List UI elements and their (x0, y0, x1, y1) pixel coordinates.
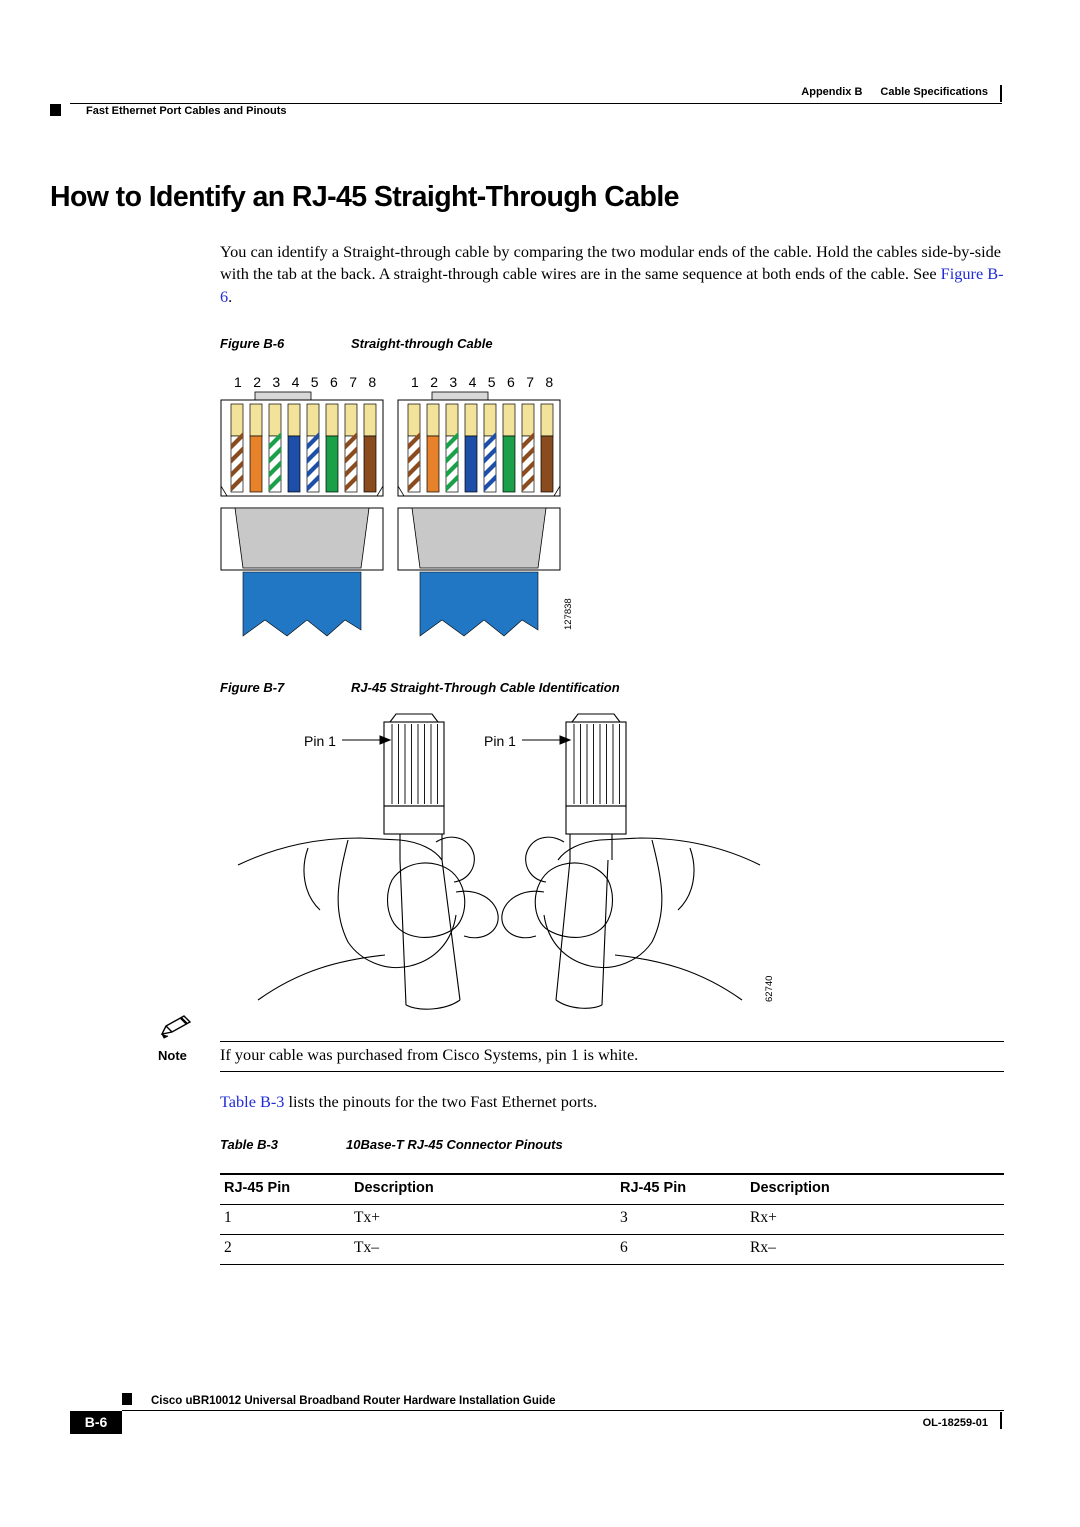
right-plug-neck (570, 834, 612, 860)
table-cell: Tx+ (350, 1205, 616, 1235)
pinouts-paragraph (220, 1092, 597, 1112)
cable-jacket (420, 572, 538, 636)
figure-art-id: 127838 (563, 598, 574, 630)
wire-conductor (503, 436, 515, 492)
table-cell: Rx– (746, 1235, 1004, 1265)
straight-through-cable-figure (215, 368, 590, 648)
col-header-description-2: Description (746, 1174, 1004, 1205)
pin-number-label: 3 (272, 374, 281, 390)
pencil-icon (160, 1014, 194, 1040)
note-text: If your cable was purchased from Cisco Systems, pin 1 is white. (220, 1045, 639, 1064)
left-finger-crease (304, 848, 320, 910)
rj45-connector-right (398, 392, 560, 636)
gold-contact (427, 404, 439, 436)
gold-contact (541, 404, 553, 436)
figure-b7-caption: RJ-45 Straight-Through Cable Identification (351, 680, 620, 695)
left-plug-body (384, 722, 444, 806)
wire-conductor (541, 436, 553, 492)
running-header (760, 86, 988, 98)
gold-contact (307, 404, 319, 436)
gold-contact (408, 404, 420, 436)
col-header-pin-2: RJ-45 Pin (616, 1174, 746, 1205)
pin-number-label: 1 (234, 374, 242, 390)
pin-number-label: 7 (526, 374, 534, 390)
header-rule (70, 103, 1002, 104)
pin-number-label: 1 (411, 374, 419, 390)
left-wrist-line (258, 955, 385, 1000)
left-plug-boot (384, 806, 444, 834)
figure-b6-caption: Straight-through Cable (351, 336, 493, 351)
figure-b6-number: Figure B-6 (220, 336, 285, 351)
pin-number-label: 8 (368, 374, 377, 390)
pin-number-label: 8 (545, 374, 554, 390)
pin-number-label: 3 (449, 374, 458, 390)
rj45-connector-left (221, 392, 383, 636)
connector-tab (432, 392, 488, 400)
header-bar (1000, 85, 1002, 102)
pin-number-label: 4 (468, 374, 477, 390)
right-hand-outline (558, 838, 760, 865)
chapter-label: Cable Specifications (880, 86, 988, 98)
pin-number-label: 6 (507, 374, 515, 390)
pin1-label-left: Pin 1 (304, 733, 336, 749)
pin1-arrowhead-left (380, 736, 390, 744)
table-b3-link[interactable]: Table B-3 (220, 1092, 285, 1111)
pin-number-label: 5 (310, 374, 319, 390)
left-cable-body (400, 860, 460, 1005)
connector-strain-relief (412, 508, 546, 568)
section-header: Fast Ethernet Port Cables and Pinouts (86, 105, 287, 117)
left-hand-outline (238, 838, 442, 865)
right-plug-boot (566, 806, 626, 834)
wire-conductor (250, 436, 262, 492)
gold-contact (250, 404, 262, 436)
gold-contact (364, 404, 376, 436)
right-plug-tab (572, 714, 620, 722)
table-cell: 3 (616, 1205, 746, 1235)
note-rule-bottom (220, 1071, 1004, 1072)
right-finger-crease (678, 848, 694, 910)
wire-conductor (364, 436, 376, 492)
pinouts-text: lists the pinouts for the two Fast Ethernet ports. (284, 1092, 598, 1111)
footer-title: Cisco uBR10012 Universal Broadband Router Hardware Installation Guide (151, 1395, 556, 1407)
pin-numbers-left (234, 374, 376, 390)
pin-number-label: 7 (349, 374, 357, 390)
left-finger-tip (456, 891, 498, 938)
gold-contact (231, 404, 243, 436)
table-b3-number: Table B-3 (220, 1137, 279, 1152)
figure-b6-link[interactable]: Figure B-6 (220, 264, 1004, 306)
gold-contact (465, 404, 477, 436)
table-row (220, 1205, 1004, 1235)
footer-rule (122, 1410, 1004, 1411)
page-title: How to Identify an RJ-45 Straight-Through Cable (50, 181, 679, 213)
right-finger-tip (502, 891, 544, 938)
right-cable-end (556, 1000, 602, 1008)
cable-jacket (243, 572, 361, 636)
table-cell: 1 (220, 1205, 350, 1235)
table-header-row (220, 1174, 1004, 1205)
wire-conductor (427, 436, 439, 492)
left-cable-end (406, 1000, 460, 1009)
connector-tab (255, 392, 311, 400)
header-marker (50, 104, 61, 116)
figure-b7-art-id: 62740 (764, 975, 775, 1002)
gold-contact (503, 404, 515, 436)
left-plug-neck (400, 834, 442, 860)
col-header-description-1: Description (350, 1174, 616, 1205)
connector-housing (398, 400, 560, 496)
document-id: OL-18259-01 (922, 1417, 988, 1429)
connector-strain-relief (235, 508, 369, 568)
footer-marker (122, 1393, 132, 1405)
gold-contact (522, 404, 534, 436)
table-cell: Tx– (350, 1235, 616, 1265)
page-number: B-6 (70, 1411, 122, 1434)
gold-contact (484, 404, 496, 436)
gold-contact (326, 404, 338, 436)
pin1-arrowhead-right (560, 736, 570, 744)
left-palm (338, 840, 456, 968)
figure-b7-number: Figure B-7 (220, 680, 285, 695)
table-cell: 2 (220, 1235, 350, 1265)
pin1-label-right: Pin 1 (484, 733, 516, 749)
right-wrist-line (615, 955, 742, 1000)
intro-text: You can identify a Straight-through cable by comparing the two modular ends of the cable. Hold the cables side-by-side with the tab at the back. A straight-through cable wires are in the same sequence at both ends of the cable. See (220, 242, 1001, 284)
gold-contact (288, 404, 300, 436)
pin-number-label: 5 (487, 374, 496, 390)
col-header-pin-1: RJ-45 Pin (220, 1174, 350, 1205)
left-plug-tab (390, 714, 438, 722)
cable-identification-figure (220, 710, 790, 1015)
right-cable-body (556, 860, 608, 1005)
pin-numbers-right (411, 374, 553, 390)
pin-number-label: 4 (291, 374, 300, 390)
pin-number-label: 2 (430, 374, 438, 390)
wire-conductor (465, 436, 477, 492)
table-cell: 6 (616, 1235, 746, 1265)
wire-conductor (288, 436, 300, 492)
gold-contact (446, 404, 458, 436)
note-rule-top (220, 1041, 1004, 1042)
pin-number-label: 2 (253, 374, 261, 390)
footer-bar (1000, 1412, 1002, 1429)
table-cell: Rx+ (746, 1205, 1004, 1235)
right-plug-body (566, 722, 626, 806)
intro-paragraph (220, 241, 1010, 308)
pin-number-label: 6 (330, 374, 338, 390)
gold-contact (345, 404, 357, 436)
wire-conductor (326, 436, 338, 492)
gold-contact (269, 404, 281, 436)
note-label: Note (158, 1048, 187, 1063)
table-row (220, 1235, 1004, 1265)
appendix-label: Appendix B (801, 86, 863, 98)
table-b3-caption: 10Base-T RJ-45 Connector Pinouts (346, 1137, 563, 1152)
intro-end: . (228, 286, 233, 306)
connector-housing (221, 400, 383, 496)
pinouts-table (220, 1173, 1004, 1265)
